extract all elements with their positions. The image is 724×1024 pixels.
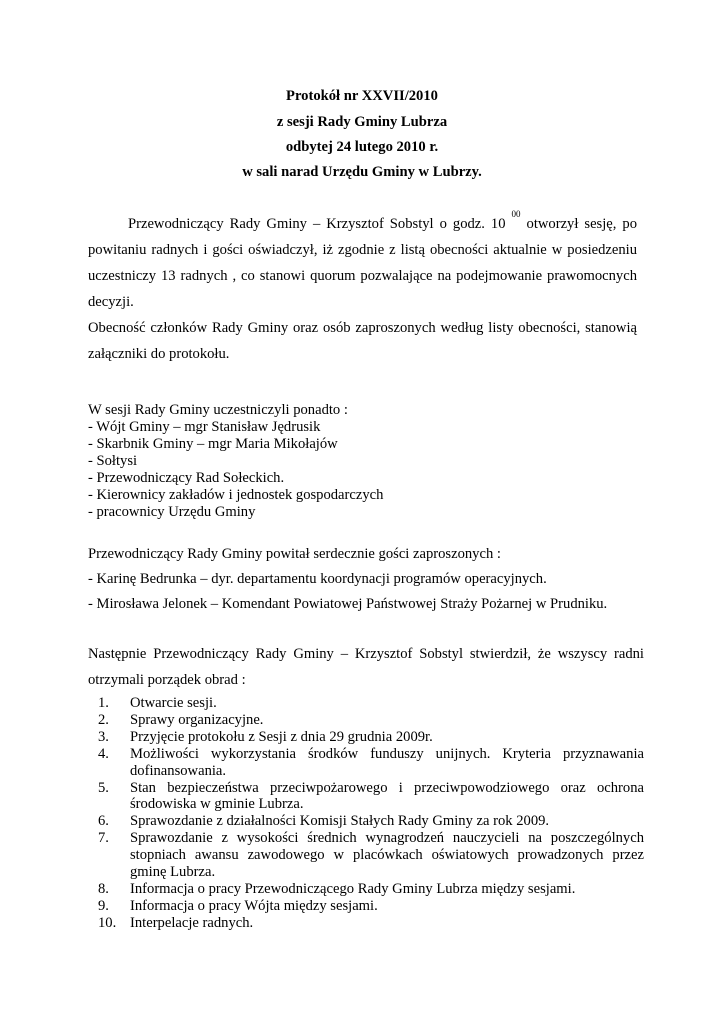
agenda-item: 10. Interpelacje radnych.	[98, 914, 254, 931]
attendee-item: - Kierownicy zakładów i jednostek gospodarczych	[88, 487, 384, 503]
guest-item: - Mirosława Jelonek – Komendant Powiatowej Państwowej Straży Pożarnej w Prudniku.	[88, 596, 608, 612]
attendee-item: - Skarbnik Gminy – mgr Maria Mikołajów	[88, 436, 338, 452]
agenda-item: 3. Przyjęcie protokołu z Sesji z dnia 29 grudnia 2009r.	[98, 728, 433, 745]
attendee-item: - pracownicy Urzędu Gminy	[88, 504, 256, 520]
agenda-list	[88, 695, 644, 932]
session-location: w sali narad Urzędu Gminy w Lubrzy.	[242, 164, 482, 180]
intro-line-6: załączniki do protokołu.	[88, 346, 230, 362]
agenda-item: 7. Sprawozdanie z wysokości średnich wynagrodzeń nauczycieli na poszczególnych stopniach awansu zawodowego w placówkach oświatowych prowadzonych przez gminę Lubrza.	[98, 830, 644, 881]
intro-line-5: Obecność członków Rady Gminy oraz osób zaproszonych według listy obecności, stanowią	[88, 320, 637, 336]
intro-line-2: powitaniu radnych i gości oświadczył, iż zgodnie z listą obecności aktualnie w posiedzeniu	[88, 242, 637, 258]
agenda-item: 6. Sprawozdanie z działalności Komisji Stałych Rady Gminy za rok 2009.	[98, 813, 550, 830]
agenda-item: 4. Możliwości wykorzystania środków funduszy unijnych. Kryteria przyznawania dofinansowania.	[98, 745, 644, 779]
agenda-item: 9. Informacja o pracy Wójta między sesjami.	[98, 897, 378, 914]
protocol-title: Protokół nr XXVII/2010	[286, 88, 438, 104]
intro-line-1: Przewodniczący Rady Gminy – Krzysztof Sobstyl o godz. 10 $^{00}$ otworzył sesję, po	[128, 209, 638, 232]
attendee-item: - Sołtysi	[88, 453, 138, 469]
guest-item: - Karinę Bedrunka – dyr. departamentu koordynacji programów operacyjnych.	[88, 571, 547, 587]
agenda-intro-line-1: Następnie Przewodniczący Rady Gminy – Krzysztof Sobstyl stwierdził, że wszyscy radni	[88, 646, 644, 662]
attendees-heading: W sesji Rady Gminy uczestniczyli ponadto :	[88, 402, 348, 418]
intro-line-3: uczestniczy 13 radnych , co stanowi quorum pozwalające na podejmowanie prawomocnych	[88, 268, 637, 284]
agenda-item: 2. Sprawy organizacyjne.	[98, 711, 264, 728]
time-minutes-superscript: 00	[511, 209, 521, 219]
attendee-item: - Przewodniczący Rad Sołeckich.	[88, 470, 285, 486]
attendee-item: - Wójt Gminy – mgr Stanisław Jędrusik	[88, 419, 321, 435]
session-date: odbytej 24 lutego 2010 r.	[285, 139, 439, 155]
session-subtitle: z sesji Rady Gminy Lubrza	[276, 114, 448, 130]
guests-heading: Przewodniczący Rady Gminy powitał serdecznie gości zaproszonych :	[88, 546, 501, 562]
agenda-intro-line-2: otrzymali porządek obrad :	[88, 672, 246, 688]
intro-line-4: decyzji.	[88, 294, 134, 310]
agenda-item: 1. Otwarcie sesji.	[98, 695, 217, 711]
agenda-item: 8. Informacja o pracy Przewodniczącego Rady Gminy Lubrza między sesjami.	[98, 880, 576, 897]
agenda-item: 5. Stan bezpieczeństwa przeciwpożarowego i przeciwpowodziowego oraz ochrona środowiska w gminie Lubrza.	[98, 779, 644, 813]
